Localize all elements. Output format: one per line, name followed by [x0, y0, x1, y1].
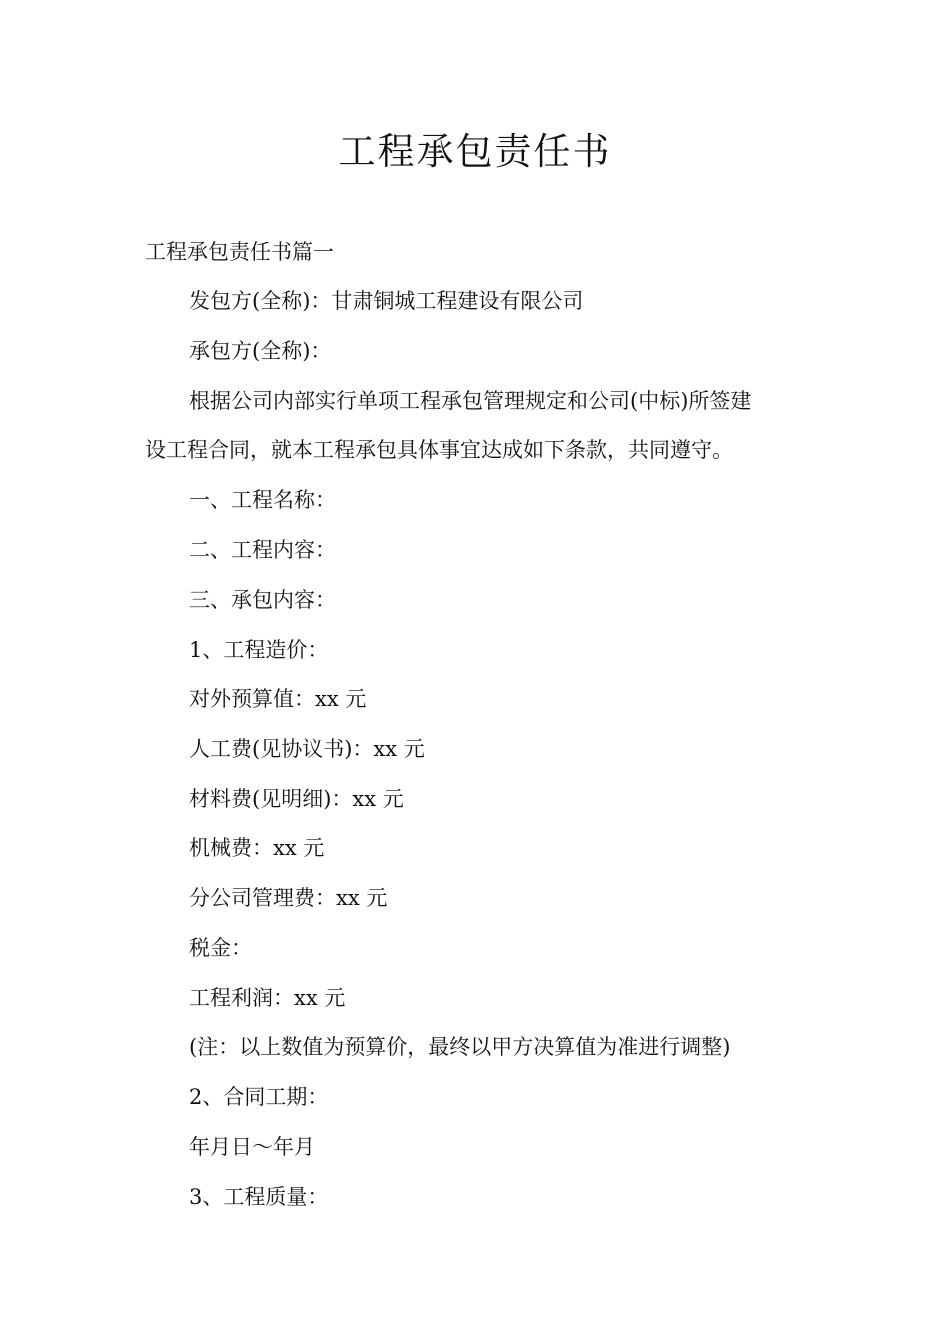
item-contract-content: 三、承包内容： — [189, 588, 336, 612]
sub-item-project-cost: 1、工程造价： — [189, 638, 329, 662]
branch-management-fee-line: 分公司管理费：xx 元 — [189, 886, 388, 910]
material-cost-line: 材料费(见明细)：xx 元 — [189, 787, 404, 811]
contractor-line: 承包方(全称)： — [189, 339, 332, 363]
document-title: 工程承包责任书 — [338, 130, 612, 173]
sub-item-project-quality: 3、工程质量： — [189, 1185, 329, 1209]
intro-paragraph-line-1: 根据公司内部实行单项工程承包管理规定和公司(中标)所签建 — [189, 389, 752, 413]
sub-item-contract-period: 2、合同工期： — [189, 1085, 329, 1109]
item-project-content: 二、工程内容： — [189, 538, 336, 562]
section-heading: 工程承包责任书篇一 — [145, 240, 334, 264]
budget-line: 对外预算值：xx 元 — [189, 687, 367, 711]
tax-line: 税金： — [189, 936, 252, 960]
machinery-cost-line: 机械费：xx 元 — [189, 836, 325, 860]
period-line: 年月日～年月 — [189, 1135, 315, 1159]
budget-note: (注：以上数值为预算价，最终以甲方决算值为准进行调整) — [189, 1035, 731, 1059]
employer-line: 发包方(全称)：甘肃铜城工程建设有限公司 — [189, 289, 584, 313]
project-profit-line: 工程利润：xx 元 — [189, 986, 346, 1010]
item-project-name: 一、工程名称： — [189, 488, 336, 512]
intro-paragraph-line-2: 设工程合同，就本工程承包具体事宜达成如下条款，共同遵守。 — [145, 438, 733, 462]
labor-cost-line: 人工费(见协议书)：xx 元 — [189, 737, 425, 761]
